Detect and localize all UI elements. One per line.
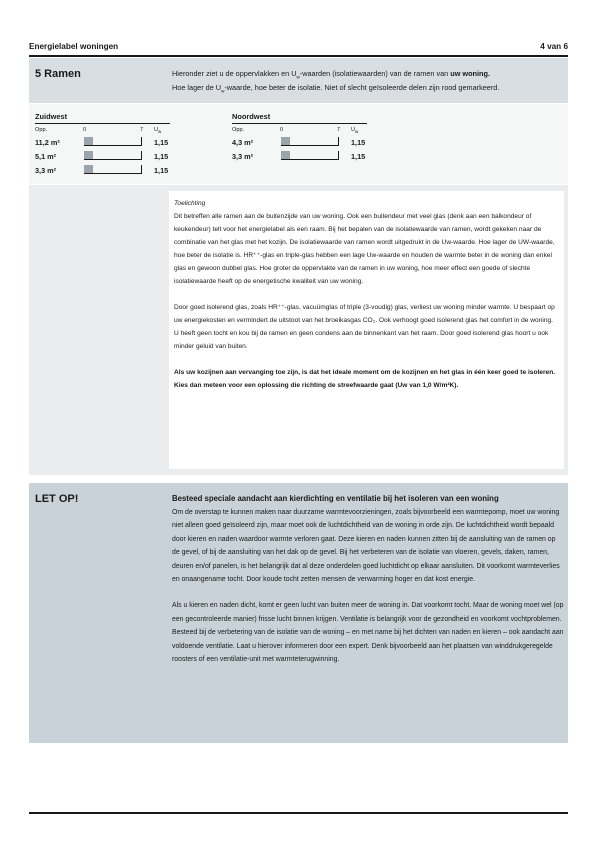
intro-bold: uw woning. [450,69,490,78]
chart-row [35,135,170,149]
ramen-intro [172,67,562,95]
row-bar [84,151,93,159]
uw-sub: w [355,129,359,135]
chart-axis [232,124,367,135]
row-uw-value: 1,15 [154,166,169,175]
ramen-charts [29,104,568,184]
axis-label: Opp. [232,127,245,133]
document-title: Energielabel woningen [29,42,119,51]
intro-line2-post: -waarde, hoe beter de isolatie. Niet of slecht geïsoleerde delen zijn rood gemarkeerd. [224,83,500,92]
toelichting-p1: Dit betreffen alle ramen aan de buitenzijde van uw woning. Ook een buitendeur met veel glas (denk aan een balkondeur of keukendeur) telt voor het energielabel als een raam. Bij het bepalen van de isolatiewaarde van ramen, wordt gekeken naar de combinatie van het glas met het kozijn. De isolatiewaarde van ramen wordt uitgedrukt in de Uw-waarde. Hoe lager de UW-waarde, hoe beter de isolatie is. HR⁺⁺-glas en triple-glas hebben een lage Uw-waarde en houden de warmte beter in de woning dan enkel glas en gewoon dubbel glas. Hoe groter de oppervlakte van de ramen in uw woning, hoe meer effect een goede of slechte isolatiewaarde heeft op de energetische kwaliteit van uw woning. [174,213,555,285]
section-title: 5 Ramen [35,68,81,80]
intro-text: Hieronder ziet u de oppervlakken en U [172,69,297,78]
chart-row [232,135,367,149]
letop-heading: Besteed speciale aandacht aan kierdichting en ventilatie bij het isoleren van een woning [172,494,499,503]
row-uw-value: 1,15 [154,138,169,147]
row-uw-value: 1,15 [351,138,366,147]
axis-uw-label [154,127,161,133]
chart-row [35,149,170,163]
chart-title: Noordwest [232,112,367,124]
page-header [29,40,568,54]
row-bar [84,137,93,145]
row-bar-track [281,137,339,146]
row-area: 3,3 m² [35,166,57,175]
row-bar-track [281,151,339,160]
chart-title: Zuidwest [35,112,170,124]
row-uw-value: 1,15 [351,152,366,161]
intro-sub: w [296,74,300,80]
header-rule [29,55,568,57]
axis-tick-min: 0 [280,127,284,133]
footer-rule [29,812,568,814]
axis-tick-max: 7 [140,127,144,133]
row-area: 5,1 m² [35,152,57,161]
chart-noordwest [232,112,367,163]
row-area: 3,3 m² [232,152,254,161]
chart-row [232,149,367,163]
chart-row [35,163,170,177]
row-bar [84,165,93,173]
row-bar [281,151,290,159]
ramen-section-header [29,58,568,103]
row-bar-track [84,165,142,174]
toelichting-p2: Door goed isolerend glas, zoals HR⁺⁺-glas, vacuümglas of triple (3-voudig) glas, verliest uw woning minder warmte. U bespaart op uw energiekosten en vermindert de uitstoot van het broeikasgas CO₂. Ook verhoogt goed isolerend glas het comfort in de woning. U heeft geen tocht en kou bij de ramen en geen condens aan de binnenkant van het raam. Door goed isolerend glas hoort u ook minder geluid van buiten. [174,304,555,350]
toelichting-box [169,191,564,469]
row-bar-track [84,137,142,146]
intro-text-2: -waarden (isolatiewaarden) van de ramen van [299,69,451,78]
toelichting-p3: Als uw kozijnen aan vervanging toe zijn, is dat het ideale moment om de kozijnen en het glas in één keer goed te isoleren. Kies dan meteen voor een oplossing die richting de streefwaarde gaat (Uw van 1,0 W/m²K). [174,369,556,389]
axis-label: Opp. [35,127,48,133]
row-area: 11,2 m² [35,138,60,147]
page-number: 4 van 6 [540,42,568,51]
intro-line2: Hoe lager de U [172,83,222,92]
row-bar [281,137,290,145]
row-uw-value: 1,15 [154,152,169,161]
letop-p2: Als u kieren en naden dicht, komt er geen lucht van buiten meer de woning in. Dat voorkomt tocht. Maar de woning moet wel (op een gecontroleerde manier) frisse lucht binnen krijgen. Ventilatie is belangrijk voor de gezondheid en voorkomt vochtproblemen. Besteed bij de verbetering van de isolatie van de woning – en met name bij het dichten van naden en kieren – ook aandacht aan voldoende ventilatie. Laat u hierover informeren door een expert. Denk bijvoorbeeld aan het plaatsen van winddrukgeregelde roosters of een ventilatie-unit met warmteterugwinning. [172,602,564,664]
letop-p1: Om de overstap te kunnen maken naar duurzame warmtevoorzieningen, zoals bijvoorbeeld een warmtepomp, moet uw woning niet alleen goed geïsoleerd zijn, maar moet ook de luchtdichtheid van de woning in orde zijn. De luchtdichtheid wordt bepaald door kieren en naden waardoor warmte verloren gaat. Deze kieren en naden kunnen zitten bij de aansluiting van de ramen op de gevel, of bij de aansluiting van het dak op de gevel. Bij het verbeteren van de isolatie van vloeren, gevels, daken, ramen, deuren en/of panelen, is het belangrijk dat al deze onderdelen goed luchtdicht op elkaar aansluiten. Dit voorkomt warmteverlies en onaangename tocht. Door koude tocht zetten mensen de verwarming hoger en dat kost energie. [172,509,560,584]
uw-letter: U [154,127,159,133]
axis-tick-max: 7 [337,127,341,133]
intro-line2-sub: w [221,88,225,94]
row-area: 4,3 m² [232,138,254,147]
uw-letter: U [351,127,356,133]
axis-uw-label [351,127,358,133]
chart-zuidwest [35,112,170,177]
chart-axis [35,124,170,135]
letop-title: LET OP! [35,493,79,505]
toelichting-section [29,185,568,475]
toelichting-title: Toelichting [174,200,206,207]
letop-section [29,483,568,743]
axis-tick-min: 0 [83,127,87,133]
uw-sub: w [158,129,162,135]
row-bar-track [84,151,142,160]
